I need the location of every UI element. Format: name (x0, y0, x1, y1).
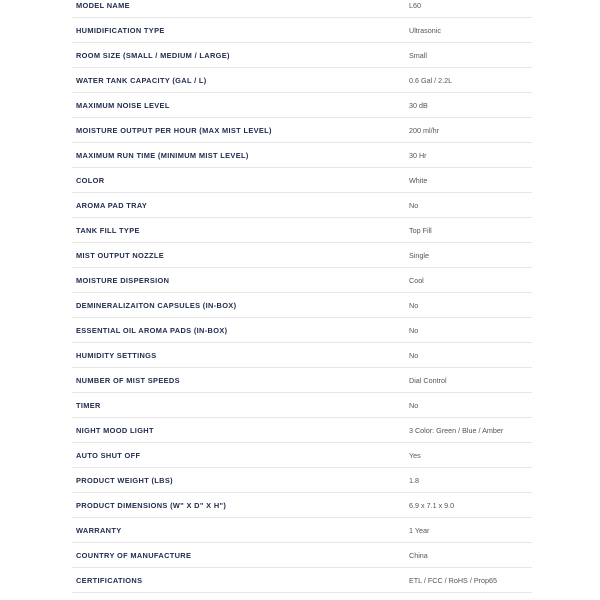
spec-value: No (409, 200, 419, 210)
spec-label: TIMER (76, 400, 101, 410)
spec-value: 0.6 Gal / 2.2L (409, 75, 453, 85)
spec-row-humidity-settings (72, 343, 532, 368)
spec-label: MOISTURE OUTPUT PER HOUR (MAX MIST LEVEL) (76, 125, 272, 135)
spec-value: 6.9 x 7.1 x 9.0 (409, 500, 455, 510)
spec-label: MAXIMUM NOISE LEVEL (76, 100, 170, 110)
spec-row-product-weight (72, 468, 532, 493)
spec-value: Cool (409, 275, 424, 285)
spec-label: AROMA PAD TRAY (76, 200, 148, 210)
specifications-table (72, 0, 532, 593)
spec-label: HUMIDIFICATION TYPE (76, 25, 165, 35)
spec-row-humidification-type (72, 18, 532, 43)
spec-value: 200 ml/hr (409, 125, 439, 135)
spec-row-auto-shut-off (72, 443, 532, 468)
spec-label: WARRANTY (76, 525, 122, 535)
spec-row-product-dimensions (72, 493, 532, 518)
spec-row-maximum-noise-level (72, 93, 532, 118)
spec-label: NIGHT MOOD LIGHT (76, 425, 154, 435)
spec-value: No (409, 350, 419, 360)
spec-value: Yes (409, 450, 421, 460)
spec-value: Top Fill (409, 225, 432, 235)
spec-label: MOISTURE DISPERSION (76, 275, 170, 285)
spec-label: MAXIMUM RUN TIME (MINIMUM MIST LEVEL) (76, 150, 249, 160)
spec-label: ROOM SIZE (SMALL / MEDIUM / LARGE) (76, 50, 230, 60)
spec-value: 30 dB (409, 100, 428, 110)
spec-label: PRODUCT WEIGHT (LBS) (76, 475, 173, 485)
spec-label: HUMIDITY SETTINGS (76, 350, 157, 360)
spec-value: No (409, 325, 419, 335)
spec-label: CERTIFICATIONS (76, 575, 143, 585)
spec-row-aroma-pad-tray (72, 193, 532, 218)
spec-label: COUNTRY OF MANUFACTURE (76, 550, 192, 560)
spec-row-moisture-dispersion (72, 268, 532, 293)
spec-label: ESSENTIAL OIL AROMA PADS (IN-BOX) (76, 325, 228, 335)
spec-value: Dial Control (409, 375, 447, 385)
spec-value: 1.8 (409, 475, 419, 485)
spec-value: No (409, 400, 419, 410)
spec-value: Small (409, 50, 427, 60)
spec-value: 1 Year (409, 525, 430, 535)
spec-label: NUMBER OF MIST SPEEDS (76, 375, 180, 385)
spec-value: L60 (409, 0, 421, 10)
spec-row-maximum-run-time (72, 143, 532, 168)
spec-row-mist-output-nozzle (72, 243, 532, 268)
spec-row-moisture-output (72, 118, 532, 143)
spec-label: TANK FILL TYPE (76, 225, 140, 235)
spec-label: WATER TANK CAPACITY (GAL / L) (76, 75, 207, 85)
spec-row-color (72, 168, 532, 193)
spec-row-demineralization-capsules (72, 293, 532, 318)
spec-value: No (409, 300, 419, 310)
spec-label: AUTO SHUT OFF (76, 450, 141, 460)
spec-row-tank-fill-type (72, 218, 532, 243)
spec-row-model-name (72, 0, 532, 18)
spec-value: White (409, 175, 428, 185)
spec-value: Ultrasonic (409, 25, 441, 35)
spec-row-number-of-mist-speeds (72, 368, 532, 393)
spec-label: MIST OUTPUT NOZZLE (76, 250, 165, 260)
spec-label: DEMINERALIZAITON CAPSULES (IN-BOX) (76, 300, 237, 310)
spec-label: MODEL NAME (76, 0, 130, 10)
spec-value: Single (409, 250, 429, 260)
spec-label: COLOR (76, 175, 105, 185)
spec-row-certifications (72, 568, 532, 593)
spec-row-warranty (72, 518, 532, 543)
spec-label: PRODUCT DIMENSIONS (W" X D" X H") (76, 500, 227, 510)
spec-row-room-size (72, 43, 532, 68)
spec-row-country-of-manufacture (72, 543, 532, 568)
spec-value: China (409, 550, 428, 560)
spec-row-essential-oil-aroma-pads (72, 318, 532, 343)
spec-value: 30 Hr (409, 150, 427, 160)
spec-value: 3 Color: Green / Blue / Amber (409, 425, 504, 435)
spec-row-night-mood-light (72, 418, 532, 443)
spec-row-timer (72, 393, 532, 418)
spec-value: ETL / FCC / RoHS / Prop65 (409, 575, 498, 585)
spec-row-water-tank-capacity (72, 68, 532, 93)
